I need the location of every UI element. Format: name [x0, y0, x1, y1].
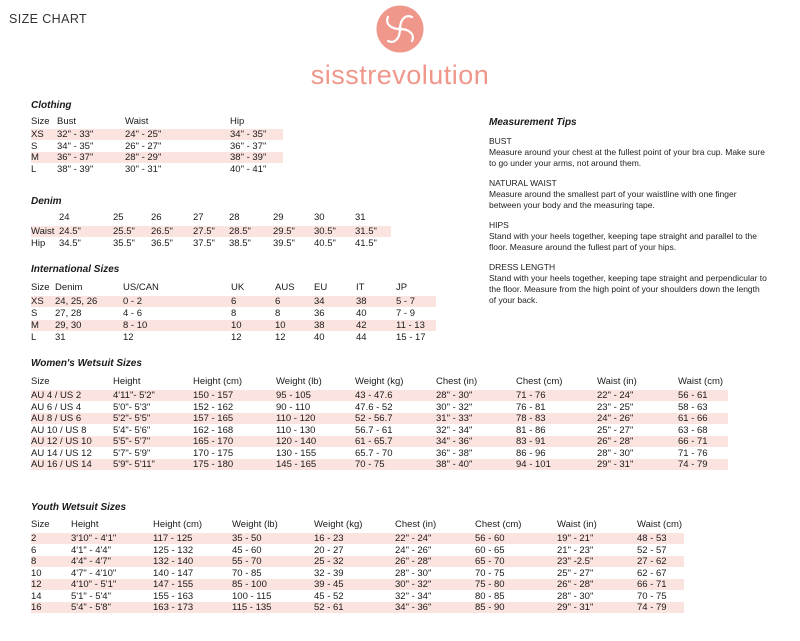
- table-cell: 4'4" - 4'7": [71, 556, 111, 567]
- table-cell: 70 - 85: [232, 567, 262, 579]
- tip-text: Measure around the smallest part of your waistline with one finger between your body and the measuring tape.: [489, 189, 737, 210]
- table-cell: 40: [356, 308, 367, 319]
- table-cell: AU 14 / US 12: [31, 447, 92, 459]
- table-cell: 45 - 60: [232, 544, 262, 556]
- table-cell: 5 - 7: [396, 296, 416, 307]
- measurement-tips: [489, 117, 769, 315]
- table-cell: 60 - 65: [475, 544, 505, 556]
- table-cell: 35 - 50: [232, 533, 262, 544]
- table-row: [31, 238, 391, 249]
- table-cell: 125 - 132: [153, 544, 194, 556]
- table-cell: 81 - 86: [516, 424, 546, 436]
- table-cell: 38: [356, 296, 367, 307]
- table-cell: 165 - 170: [193, 436, 234, 447]
- column-header: 30: [314, 212, 325, 223]
- table-cell: 31: [55, 332, 66, 343]
- table-cell: 40.5": [314, 238, 336, 249]
- tip-heading: BUST: [489, 136, 512, 146]
- table-cell: 38: [314, 320, 325, 331]
- table-cell: 163 - 173: [153, 602, 194, 613]
- tip-bust: [489, 136, 769, 169]
- table-row: [31, 402, 728, 413]
- table-cell: 132 - 140: [153, 556, 194, 567]
- brand-name: sisstrevolution: [310, 60, 490, 90]
- column-header: Bust: [57, 116, 77, 127]
- table-cell: 38" - 39": [57, 163, 94, 175]
- table-cell: 28" - 29": [125, 152, 162, 163]
- table-header: [31, 116, 283, 127]
- table-cell: 147 - 155: [153, 579, 194, 590]
- table-cell: 21" - 23": [557, 544, 594, 556]
- table-cell: 66 - 71: [637, 579, 667, 590]
- table-row: [31, 413, 728, 424]
- tip-text: Stand with your heels together, keeping tape straight and perpendicular to the floor. Measure from the high point of your shoulders down the length of your back.: [489, 273, 767, 305]
- table-cell: 30.5": [314, 226, 336, 237]
- table-cell: 32" - 34": [436, 424, 473, 436]
- table-cell: 34" - 36": [395, 602, 432, 613]
- table-cell: 37.5": [193, 238, 215, 249]
- table-cell: 36.5": [151, 238, 173, 249]
- table-cell: 52 - 61: [314, 602, 344, 613]
- column-header: US/CAN: [123, 282, 159, 293]
- table-cell: 48 - 53: [637, 533, 667, 544]
- table-cell: 8 - 10: [123, 320, 148, 331]
- table-cell: 58 - 63: [678, 401, 708, 413]
- column-header: Waist: [125, 116, 149, 127]
- column-header: AUS: [275, 282, 295, 293]
- table-cell: 34" - 36": [436, 436, 473, 447]
- table-cell: L: [31, 332, 37, 343]
- table-cell: 31.5": [355, 226, 377, 237]
- table-cell: 16 - 23: [314, 533, 344, 544]
- table-cell: 24" - 26": [395, 544, 432, 556]
- table-cell: 36: [314, 308, 325, 319]
- table-cell: 6: [275, 296, 281, 307]
- table-cell: 24" - 25": [125, 129, 162, 140]
- table-cell: 78 - 83: [516, 413, 546, 424]
- table-cell: 4 - 6: [123, 308, 143, 319]
- table-cell: 152 - 162: [193, 401, 234, 413]
- table-header: [31, 519, 684, 530]
- tip-heading: DRESS LENGTH: [489, 262, 556, 272]
- table-cell: 10: [231, 320, 242, 331]
- column-header: Chest (cm): [516, 376, 563, 387]
- table-cell: 42: [356, 320, 367, 331]
- column-header: 26: [151, 212, 162, 223]
- table-header: [31, 282, 436, 293]
- table-cell: 150 - 157: [193, 390, 234, 401]
- table-cell: 32" - 34": [395, 590, 432, 602]
- table-cell: 39.5": [273, 238, 295, 249]
- table-cell: 23" - 25": [597, 401, 634, 413]
- table-cell: Waist: [31, 226, 55, 237]
- column-header: EU: [314, 282, 328, 293]
- table-cell: 38.5": [229, 238, 251, 249]
- table-cell: 10: [275, 320, 286, 331]
- table-cell: 70 - 75: [637, 590, 667, 602]
- table-cell: 2: [31, 533, 37, 544]
- column-header: Size: [31, 519, 50, 530]
- table-cell: 90 - 110: [276, 401, 311, 413]
- table-cell: 130 - 155: [276, 447, 317, 459]
- column-header: Waist (cm): [678, 376, 724, 387]
- table-cell: AU 12 / US 10: [31, 436, 92, 447]
- table-cell: 7 - 9: [396, 308, 416, 319]
- table-row: [31, 425, 728, 436]
- table-cell: 56.7 - 61: [355, 424, 393, 436]
- table-cell: 145 - 165: [276, 459, 317, 470]
- table-cell: 110 - 120: [276, 413, 316, 424]
- table-cell: 157 - 165: [193, 413, 234, 424]
- table-row: [31, 129, 283, 140]
- table-cell: 115 - 135: [232, 602, 272, 613]
- table-cell: 5'0"- 5'3": [113, 401, 151, 413]
- column-header: UK: [231, 282, 245, 293]
- table-cell: 36" - 37": [57, 152, 94, 163]
- table-row: [31, 164, 283, 175]
- column-header: Chest (in): [436, 376, 478, 387]
- swirl-logo-icon: [376, 5, 424, 53]
- column-header: Weight (lb): [232, 519, 278, 530]
- table-cell: 26.5": [151, 226, 173, 237]
- womens-wetsuit-title: Women's Wetsuit Sizes: [31, 358, 142, 369]
- table-cell: 12: [31, 579, 42, 590]
- table-cell: 25" - 27": [557, 567, 594, 579]
- tip-text: Stand with your heels together, keeping tape straight and parallel to the floor. Measure around the fullest part of your hips.: [489, 231, 757, 252]
- table-cell: S: [31, 308, 38, 319]
- table-cell: 74 - 79: [637, 602, 667, 613]
- column-header: 28: [229, 212, 240, 223]
- column-header: Waist (in): [557, 519, 597, 530]
- table-row: [31, 568, 684, 579]
- table-cell: 61 - 65.7: [355, 436, 393, 447]
- table-cell: 23" -2.5": [557, 556, 594, 567]
- table-cell: 120 - 140: [276, 436, 317, 447]
- table-cell: 43 - 47.6: [355, 390, 393, 401]
- table-row: [31, 533, 684, 544]
- table-cell: 8: [231, 308, 237, 319]
- table-cell: 10: [31, 567, 42, 579]
- tip-heading: HIPS: [489, 220, 509, 230]
- table-cell: XS: [31, 129, 44, 140]
- table-cell: 34" - 35": [230, 129, 267, 140]
- table-cell: 29" - 31": [597, 459, 634, 470]
- table-row: [31, 390, 728, 401]
- table-cell: 12: [275, 332, 286, 343]
- table-cell: 32 - 39: [314, 567, 344, 579]
- table-cell: 26" - 28": [395, 556, 432, 567]
- table-cell: 4'1" - 4'4": [71, 544, 111, 556]
- page-title: SIZE CHART: [9, 12, 88, 26]
- table-cell: 34: [314, 296, 325, 307]
- table-cell: 31" - 33": [436, 413, 473, 424]
- table-cell: 47.6 - 52: [355, 401, 393, 413]
- column-header: Weight (lb): [276, 376, 322, 387]
- table-cell: 3'10" - 4'1": [71, 533, 117, 544]
- table-cell: 75 - 80: [475, 579, 505, 590]
- table-cell: 8: [31, 556, 37, 567]
- brand-logo: [0, 0, 800, 100]
- table-cell: 65.7 - 70: [355, 447, 393, 459]
- table-cell: 5'9"- 5'11": [113, 459, 155, 470]
- column-header: Size: [31, 116, 50, 127]
- table-cell: 36" - 37": [230, 140, 267, 152]
- table-cell: 26" - 28": [597, 436, 634, 447]
- table-cell: 16: [31, 602, 42, 613]
- table-cell: 38" - 39": [230, 152, 267, 163]
- tip-text: Measure around your chest at the fullest point of your bra cup. Make sure to go under your arms, not around them.: [489, 147, 765, 168]
- table-cell: AU 10 / US 8: [31, 424, 87, 436]
- table-cell: 0 - 2: [123, 296, 143, 307]
- table-row: [31, 591, 684, 602]
- table-cell: 34.5": [59, 238, 81, 249]
- column-header: Waist (cm): [637, 519, 683, 530]
- table-cell: AU 4 / US 2: [31, 390, 82, 401]
- column-header: Weight (kg): [355, 376, 404, 387]
- table-cell: 70 - 75: [355, 459, 385, 470]
- table-cell: 29, 30: [55, 320, 82, 331]
- table-cell: 11 - 13: [396, 320, 425, 331]
- table-cell: 12: [123, 332, 134, 343]
- table-row: [31, 320, 436, 331]
- table-cell: 56 - 60: [475, 533, 505, 544]
- table-cell: 28" - 30": [436, 390, 473, 401]
- table-cell: 86 - 96: [516, 447, 546, 459]
- table-cell: 175 - 180: [193, 459, 234, 470]
- column-header: 31: [355, 212, 366, 223]
- table-cell: 45 - 52: [314, 590, 344, 602]
- column-header: Size: [31, 282, 50, 293]
- table-cell: 28.5": [229, 226, 251, 237]
- table-cell: 30" - 31": [125, 163, 162, 175]
- table-cell: 5'4" - 5'8": [71, 602, 111, 613]
- table-cell: 28" - 30": [395, 567, 432, 579]
- table-cell: 22" - 24": [395, 533, 432, 544]
- table-cell: 117 - 125: [153, 533, 193, 544]
- table-cell: 74 - 79: [678, 459, 708, 470]
- table-cell: S: [31, 140, 38, 152]
- table-cell: 95 - 105: [276, 390, 311, 401]
- column-header: Height: [113, 376, 141, 387]
- table-cell: AU 16 / US 14: [31, 459, 92, 470]
- table-cell: 44: [356, 332, 367, 343]
- table-row: [31, 332, 436, 343]
- table-row: [31, 308, 436, 319]
- table-header: [31, 212, 391, 223]
- international-title: International Sizes: [31, 264, 120, 275]
- table-cell: 5'4"- 5'6": [113, 424, 151, 436]
- table-cell: 162 - 168: [193, 424, 234, 436]
- table-cell: 140 - 147: [153, 567, 194, 579]
- column-header: Height (cm): [193, 376, 243, 387]
- table-cell: 4'7" - 4'10": [71, 567, 117, 579]
- table-row: [31, 226, 391, 237]
- table-row: [31, 141, 283, 152]
- table-cell: 34" - 35": [57, 140, 94, 152]
- table-cell: 71 - 76: [678, 447, 708, 459]
- column-header: 25: [113, 212, 124, 223]
- table-cell: 6: [31, 544, 37, 556]
- table-cell: Hip: [31, 238, 46, 249]
- table-cell: 4'11"- 5'2": [113, 390, 155, 401]
- table-cell: 70 - 75: [475, 567, 505, 579]
- table-cell: 27 - 62: [637, 556, 667, 567]
- table-cell: L: [31, 163, 37, 175]
- table-cell: 22" - 24": [597, 390, 634, 401]
- table-row: [31, 556, 684, 567]
- table-cell: XS: [31, 296, 44, 307]
- table-row: [31, 436, 728, 447]
- table-cell: 80 - 85: [475, 590, 505, 602]
- table-cell: 94 - 101: [516, 459, 551, 470]
- table-cell: 52 - 56.7: [355, 413, 393, 424]
- table-cell: 110 - 130: [276, 424, 316, 436]
- table-cell: 71 - 76: [516, 390, 546, 401]
- table-cell: 40" - 41": [230, 163, 267, 175]
- denim-title: Denim: [31, 196, 62, 207]
- table-cell: 155 - 163: [153, 590, 194, 602]
- table-cell: 85 - 90: [475, 602, 505, 613]
- table-cell: 14: [31, 590, 42, 602]
- table-cell: 52 - 57: [637, 544, 667, 556]
- tip-dress-length: [489, 262, 769, 306]
- table-cell: 25 - 32: [314, 556, 344, 567]
- table-row: [31, 296, 436, 307]
- table-cell: 29" - 31": [557, 602, 594, 613]
- column-header: Chest (cm): [475, 519, 522, 530]
- table-cell: 8: [275, 308, 281, 319]
- table-cell: 76 - 81: [516, 401, 546, 413]
- table-cell: 41.5": [355, 238, 377, 249]
- table-cell: 100 - 115: [232, 590, 272, 602]
- clothing-title: Clothing: [31, 100, 72, 111]
- column-header: Hip: [230, 116, 245, 127]
- table-cell: 28" - 30": [597, 447, 634, 459]
- column-header: 29: [273, 212, 284, 223]
- table-row: [31, 459, 728, 470]
- table-cell: M: [31, 320, 39, 331]
- column-header: Weight (kg): [314, 519, 363, 530]
- table-cell: 30" - 32": [395, 579, 432, 590]
- column-header: JP: [396, 282, 408, 293]
- table-cell: 27, 28: [55, 308, 82, 319]
- table-cell: 15 - 17: [396, 332, 426, 343]
- table-row: [31, 545, 684, 556]
- table-cell: 55 - 70: [232, 556, 262, 567]
- table-cell: 29.5": [273, 226, 295, 237]
- column-header: 24: [59, 212, 70, 223]
- youth-wetsuit-title: Youth Wetsuit Sizes: [31, 502, 127, 513]
- table-cell: 27.5": [193, 226, 215, 237]
- table-cell: AU 6 / US 4: [31, 401, 82, 413]
- table-cell: 28" - 30": [557, 590, 594, 602]
- table-cell: 38" - 40": [436, 459, 473, 470]
- table-row: [31, 602, 684, 613]
- table-cell: 83 - 91: [516, 436, 546, 447]
- table-row: [31, 152, 283, 163]
- table-cell: 39 - 45: [314, 579, 344, 590]
- column-header: Size: [31, 376, 50, 387]
- table-cell: 5'2"- 5'5": [113, 413, 151, 424]
- table-cell: 26" - 28": [557, 579, 594, 590]
- table-cell: 66 - 71: [678, 436, 708, 447]
- table-cell: 62 - 67: [637, 567, 667, 579]
- table-cell: 5'7"- 5'9": [113, 447, 151, 459]
- table-cell: 61 - 66: [678, 413, 708, 424]
- tip-heading: NATURAL WAIST: [489, 178, 557, 188]
- table-cell: AU 8 / US 6: [31, 413, 82, 424]
- table-row: [31, 579, 684, 590]
- table-cell: 65 - 70: [475, 556, 505, 567]
- table-cell: 40: [314, 332, 325, 343]
- table-cell: 5'5"- 5'7": [113, 436, 151, 447]
- table-cell: 170 - 175: [193, 447, 234, 459]
- table-cell: 26" - 27": [125, 140, 162, 152]
- table-cell: 25" - 27": [597, 424, 634, 436]
- table-cell: 4'10" - 5'1": [71, 579, 117, 590]
- table-header: [31, 376, 728, 387]
- table-cell: 56 - 61: [678, 390, 708, 401]
- table-cell: 63 - 68: [678, 424, 708, 436]
- measurement-tips-title: Measurement Tips: [489, 117, 577, 128]
- column-header: Height: [71, 519, 99, 530]
- table-cell: 24.5": [59, 226, 81, 237]
- table-cell: 36" - 38": [436, 447, 473, 459]
- table-cell: 12: [231, 332, 242, 343]
- table-row: [31, 448, 728, 459]
- table-cell: 19" - 21": [557, 533, 594, 544]
- table-cell: 24, 25, 26: [55, 296, 98, 307]
- table-cell: 35.5": [113, 238, 135, 249]
- column-header: Height (cm): [153, 519, 203, 530]
- table-cell: 24" - 26": [597, 413, 634, 424]
- table-cell: 32" - 33": [57, 129, 94, 140]
- table-cell: 30" - 32": [436, 401, 473, 413]
- table-cell: 25.5": [113, 226, 135, 237]
- table-cell: 20 - 27: [314, 544, 344, 556]
- column-header: 27: [193, 212, 204, 223]
- column-header: Chest (in): [395, 519, 437, 530]
- tip-natural-waist: [489, 178, 769, 211]
- tip-hips: [489, 220, 769, 253]
- table-cell: 5'1" - 5'4": [71, 590, 111, 602]
- table-cell: M: [31, 152, 39, 163]
- table-cell: 6: [231, 296, 237, 307]
- column-header: Denim: [55, 282, 83, 293]
- column-header: IT: [356, 282, 365, 293]
- column-header: Waist (in): [597, 376, 637, 387]
- table-cell: 85 - 100: [232, 579, 267, 590]
